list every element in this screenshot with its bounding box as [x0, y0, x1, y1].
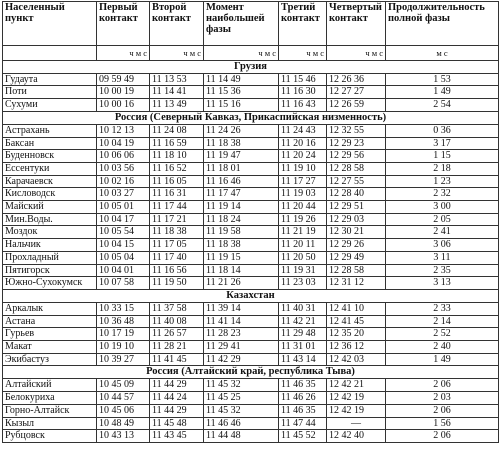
cell-max-phase: 11 39 14 — [204, 302, 279, 315]
cell-fourth-contact: 12 28 58 — [327, 264, 386, 277]
header-third-contact: Третий контакт — [279, 2, 327, 46]
cell-max-phase: 11 42 29 — [204, 353, 279, 366]
table-row — [3, 353, 499, 366]
cell-max-phase: 11 19 58 — [204, 226, 279, 239]
cell-third-contact: 11 19 03 — [279, 188, 327, 201]
cell-third-contact: 11 45 52 — [279, 430, 327, 443]
region-name: Казахстан — [3, 289, 499, 302]
cell-third-contact: 11 15 46 — [279, 73, 327, 86]
cell-second-contact: 11 13 53 — [150, 73, 204, 86]
cell-fourth-contact: 12 41 45 — [327, 315, 386, 328]
cell-total-duration: 2 18 — [386, 162, 499, 175]
cell-second-contact: 11 16 05 — [150, 175, 204, 188]
cell-second-contact: 11 44 24 — [150, 392, 204, 405]
cell-first-contact: 10 07 58 — [97, 277, 150, 290]
cell-first-contact: 10 05 01 — [97, 201, 150, 214]
cell-place: Карачаевск — [3, 175, 97, 188]
cell-place: Южно-Сухокумск — [3, 277, 97, 290]
cell-total-duration: 2 06 — [386, 430, 499, 443]
cell-total-duration: 2 40 — [386, 341, 499, 354]
region-name: Россия (Северный Кавказ, Прикаспийская низменность) — [3, 111, 499, 124]
cell-third-contact: 11 20 11 — [279, 239, 327, 252]
cell-place: Нальчик — [3, 239, 97, 252]
cell-second-contact: 11 19 50 — [150, 277, 204, 290]
cell-max-phase: 11 19 15 — [204, 251, 279, 264]
cell-total-duration: 2 06 — [386, 404, 499, 417]
cell-second-contact: 11 18 38 — [150, 226, 204, 239]
cell-first-contact: 10 05 04 — [97, 251, 150, 264]
units-place — [3, 46, 97, 61]
cell-first-contact: 10 00 16 — [97, 99, 150, 112]
cell-first-contact: 10 02 16 — [97, 175, 150, 188]
cell-max-phase: 11 18 24 — [204, 213, 279, 226]
cell-first-contact: 10 39 27 — [97, 353, 150, 366]
cell-third-contact: 11 19 26 — [279, 213, 327, 226]
cell-first-contact: 10 00 19 — [97, 86, 150, 99]
cell-third-contact: 11 17 27 — [279, 175, 327, 188]
cell-second-contact: 11 45 48 — [150, 417, 204, 430]
cell-max-phase: 11 46 46 — [204, 417, 279, 430]
cell-third-contact: 11 20 44 — [279, 201, 327, 214]
cell-fourth-contact: 12 32 55 — [327, 124, 386, 137]
cell-max-phase: 11 18 01 — [204, 162, 279, 175]
cell-first-contact: 10 04 01 — [97, 264, 150, 277]
cell-second-contact: 11 17 40 — [150, 251, 204, 264]
cell-max-phase: 11 41 14 — [204, 315, 279, 328]
header-first-contact: Первый контакт — [97, 2, 150, 46]
table-row — [3, 99, 499, 112]
cell-max-phase: 11 29 41 — [204, 341, 279, 354]
table-row — [3, 315, 499, 328]
table-row — [3, 239, 499, 252]
units-fourth: ч м с — [327, 46, 386, 61]
cell-second-contact: 11 17 21 — [150, 213, 204, 226]
cell-total-duration: 2 06 — [386, 379, 499, 392]
cell-second-contact: 11 17 44 — [150, 201, 204, 214]
cell-first-contact: 10 45 09 — [97, 379, 150, 392]
cell-place: Баксан — [3, 137, 97, 150]
cell-fourth-contact: 12 41 10 — [327, 302, 386, 315]
cell-fourth-contact: 12 27 55 — [327, 175, 386, 188]
cell-fourth-contact: 12 28 40 — [327, 188, 386, 201]
units-max: ч м с — [204, 46, 279, 61]
cell-second-contact: 11 28 21 — [150, 341, 204, 354]
cell-place: Астана — [3, 315, 97, 328]
table-row — [3, 150, 499, 163]
cell-place: Алтайский — [3, 379, 97, 392]
cell-total-duration: 1 56 — [386, 417, 499, 430]
cell-first-contact: 10 12 13 — [97, 124, 150, 137]
cell-third-contact: 11 47 44 — [279, 417, 327, 430]
cell-first-contact: 09 59 49 — [97, 73, 150, 86]
cell-max-phase: 11 45 32 — [204, 404, 279, 417]
cell-first-contact: 10 48 49 — [97, 417, 150, 430]
cell-total-duration: 3 11 — [386, 251, 499, 264]
cell-total-duration: 2 03 — [386, 392, 499, 405]
cell-fourth-contact: 12 42 40 — [327, 430, 386, 443]
cell-first-contact: 10 03 56 — [97, 162, 150, 175]
cell-third-contact: 11 21 19 — [279, 226, 327, 239]
cell-place: Кисловодск — [3, 188, 97, 201]
cell-place: Прохладный — [3, 251, 97, 264]
cell-third-contact: 11 20 50 — [279, 251, 327, 264]
cell-place: Астрахань — [3, 124, 97, 137]
region-header-row — [3, 289, 499, 302]
cell-first-contact: 10 05 54 — [97, 226, 150, 239]
cell-fourth-contact: 12 29 23 — [327, 137, 386, 150]
cell-total-duration: 2 33 — [386, 302, 499, 315]
cell-fourth-contact: 12 42 21 — [327, 379, 386, 392]
table-row — [3, 162, 499, 175]
cell-third-contact: 11 16 30 — [279, 86, 327, 99]
cell-total-duration: 3 17 — [386, 137, 499, 150]
cell-total-duration: 0 36 — [386, 124, 499, 137]
table-row — [3, 430, 499, 443]
units-first: ч м с — [97, 46, 150, 61]
cell-place: Рубцовск — [3, 430, 97, 443]
cell-third-contact: 11 31 01 — [279, 341, 327, 354]
table-row — [3, 392, 499, 405]
cell-place: Макат — [3, 341, 97, 354]
cell-second-contact: 11 44 29 — [150, 404, 204, 417]
cell-second-contact: 11 43 45 — [150, 430, 204, 443]
cell-fourth-contact: 12 35 20 — [327, 328, 386, 341]
cell-second-contact: 11 16 56 — [150, 264, 204, 277]
cell-total-duration: 1 15 — [386, 150, 499, 163]
cell-third-contact: 11 46 35 — [279, 379, 327, 392]
cell-third-contact: 11 23 03 — [279, 277, 327, 290]
cell-max-phase: 11 45 32 — [204, 379, 279, 392]
cell-place: Пятигорск — [3, 264, 97, 277]
cell-first-contact: 10 43 13 — [97, 430, 150, 443]
eclipse-contacts-document — [2, 1, 498, 443]
cell-total-duration: 1 53 — [386, 73, 499, 86]
cell-max-phase: 11 18 38 — [204, 137, 279, 150]
cell-first-contact: 10 45 06 — [97, 404, 150, 417]
cell-third-contact: 11 29 48 — [279, 328, 327, 341]
cell-second-contact: 11 24 08 — [150, 124, 204, 137]
cell-place: Майский — [3, 201, 97, 214]
cell-fourth-contact: 12 29 03 — [327, 213, 386, 226]
cell-fourth-contact: 12 29 26 — [327, 239, 386, 252]
cell-third-contact: 11 40 31 — [279, 302, 327, 315]
table-row — [3, 417, 499, 430]
cell-second-contact: 11 41 45 — [150, 353, 204, 366]
cell-first-contact: 10 04 19 — [97, 137, 150, 150]
cell-fourth-contact: 12 31 12 — [327, 277, 386, 290]
cell-third-contact: 11 46 35 — [279, 404, 327, 417]
region-header-row — [3, 366, 499, 379]
cell-place: Аркалык — [3, 302, 97, 315]
cell-fourth-contact: 12 30 21 — [327, 226, 386, 239]
cell-total-duration: 2 14 — [386, 315, 499, 328]
cell-max-phase: 11 19 47 — [204, 150, 279, 163]
cell-max-phase: 11 28 23 — [204, 328, 279, 341]
cell-total-duration: 2 41 — [386, 226, 499, 239]
units-row — [3, 46, 499, 61]
region-name: Грузия — [3, 60, 499, 73]
cell-max-phase: 11 14 49 — [204, 73, 279, 86]
cell-max-phase: 11 17 47 — [204, 188, 279, 201]
cell-second-contact: 11 16 31 — [150, 188, 204, 201]
cell-second-contact: 11 37 58 — [150, 302, 204, 315]
table-row — [3, 175, 499, 188]
cell-first-contact: 10 44 57 — [97, 392, 150, 405]
table-row — [3, 124, 499, 137]
header-total-duration: Продолжительность полной фазы — [386, 2, 499, 46]
region-name: Россия (Алтайский край, республика Тыва) — [3, 366, 499, 379]
cell-fourth-contact: 12 28 58 — [327, 162, 386, 175]
cell-max-phase: 11 21 26 — [204, 277, 279, 290]
cell-place: Поти — [3, 86, 97, 99]
cell-second-contact: 11 14 41 — [150, 86, 204, 99]
cell-second-contact: 11 40 08 — [150, 315, 204, 328]
cell-first-contact: 10 19 10 — [97, 341, 150, 354]
cell-fourth-contact: — — [327, 417, 386, 430]
table-row — [3, 264, 499, 277]
cell-first-contact: 10 04 17 — [97, 213, 150, 226]
cell-fourth-contact: 12 26 36 — [327, 73, 386, 86]
cell-total-duration: 2 05 — [386, 213, 499, 226]
table-row — [3, 277, 499, 290]
cell-total-duration: 3 00 — [386, 201, 499, 214]
cell-first-contact: 10 03 27 — [97, 188, 150, 201]
cell-max-phase: 11 18 14 — [204, 264, 279, 277]
cell-third-contact: 11 16 43 — [279, 99, 327, 112]
cell-max-phase: 11 18 38 — [204, 239, 279, 252]
cell-place: Кызыл — [3, 417, 97, 430]
table-row — [3, 251, 499, 264]
table-row — [3, 201, 499, 214]
cell-total-duration: 2 32 — [386, 188, 499, 201]
cell-max-phase: 11 19 14 — [204, 201, 279, 214]
table-row — [3, 328, 499, 341]
units-duration: м с — [386, 46, 499, 61]
cell-fourth-contact: 12 29 51 — [327, 201, 386, 214]
cell-max-phase: 11 15 36 — [204, 86, 279, 99]
cell-fourth-contact: 12 36 12 — [327, 341, 386, 354]
cell-total-duration: 2 35 — [386, 264, 499, 277]
cell-third-contact: 11 43 14 — [279, 353, 327, 366]
cell-place: Гудаута — [3, 73, 97, 86]
cell-second-contact: 11 26 57 — [150, 328, 204, 341]
cell-total-duration: 3 06 — [386, 239, 499, 252]
cell-max-phase: 11 16 46 — [204, 175, 279, 188]
cell-place: Экибастуз — [3, 353, 97, 366]
cell-total-duration: 1 49 — [386, 353, 499, 366]
cell-third-contact: 11 46 26 — [279, 392, 327, 405]
cell-first-contact: 10 33 15 — [97, 302, 150, 315]
table-row — [3, 404, 499, 417]
cell-place: Ессентуки — [3, 162, 97, 175]
cell-second-contact: 11 13 49 — [150, 99, 204, 112]
cell-third-contact: 11 24 43 — [279, 124, 327, 137]
table-row — [3, 213, 499, 226]
cell-fourth-contact: 12 26 59 — [327, 99, 386, 112]
table-row — [3, 86, 499, 99]
region-header-row — [3, 60, 499, 73]
cell-fourth-contact: 12 29 49 — [327, 251, 386, 264]
header-fourth-contact: Четвертый контакт — [327, 2, 386, 46]
header-place: Населенный пункт — [3, 2, 97, 46]
table-row — [3, 302, 499, 315]
cell-second-contact: 11 16 52 — [150, 162, 204, 175]
cell-total-duration: 3 13 — [386, 277, 499, 290]
header-second-contact: Второй контакт — [150, 2, 204, 46]
units-second: ч м с — [150, 46, 204, 61]
cell-total-duration: 1 23 — [386, 175, 499, 188]
units-third: ч м с — [279, 46, 327, 61]
table-row — [3, 188, 499, 201]
table-body — [3, 60, 499, 442]
cell-max-phase: 11 15 16 — [204, 99, 279, 112]
cell-third-contact: 11 20 24 — [279, 150, 327, 163]
cell-total-duration: 2 52 — [386, 328, 499, 341]
region-header-row — [3, 111, 499, 124]
cell-third-contact: 11 20 16 — [279, 137, 327, 150]
table-row — [3, 226, 499, 239]
cell-max-phase: 11 44 48 — [204, 430, 279, 443]
table-row — [3, 73, 499, 86]
cell-second-contact: 11 17 05 — [150, 239, 204, 252]
header-row — [3, 2, 499, 46]
cell-place: Моздок — [3, 226, 97, 239]
cell-place: Сухуми — [3, 99, 97, 112]
cell-first-contact: 10 17 19 — [97, 328, 150, 341]
cell-place: Гурьев — [3, 328, 97, 341]
cell-second-contact: 11 18 10 — [150, 150, 204, 163]
cell-place: Горно-Алтайск — [3, 404, 97, 417]
cell-second-contact: 11 44 29 — [150, 379, 204, 392]
cell-first-contact: 10 06 06 — [97, 150, 150, 163]
cell-max-phase: 11 45 25 — [204, 392, 279, 405]
table-row — [3, 137, 499, 150]
cell-first-contact: 10 36 48 — [97, 315, 150, 328]
cell-place: Белокуриха — [3, 392, 97, 405]
eclipse-contacts-table — [2, 1, 499, 443]
cell-fourth-contact: 12 42 19 — [327, 392, 386, 405]
cell-total-duration: 2 54 — [386, 99, 499, 112]
cell-place: Буденновск — [3, 150, 97, 163]
cell-place: Мин.Воды. — [3, 213, 97, 226]
cell-max-phase: 11 24 26 — [204, 124, 279, 137]
table-row — [3, 379, 499, 392]
header-max-phase: Момент наибольшей фазы — [204, 2, 279, 46]
cell-second-contact: 11 16 59 — [150, 137, 204, 150]
cell-third-contact: 11 19 10 — [279, 162, 327, 175]
table-row — [3, 341, 499, 354]
cell-first-contact: 10 04 15 — [97, 239, 150, 252]
cell-fourth-contact: 12 27 27 — [327, 86, 386, 99]
cell-fourth-contact: 12 29 56 — [327, 150, 386, 163]
cell-third-contact: 11 42 21 — [279, 315, 327, 328]
cell-fourth-contact: 12 42 03 — [327, 353, 386, 366]
cell-third-contact: 11 19 31 — [279, 264, 327, 277]
cell-total-duration: 1 49 — [386, 86, 499, 99]
cell-fourth-contact: 12 42 19 — [327, 404, 386, 417]
